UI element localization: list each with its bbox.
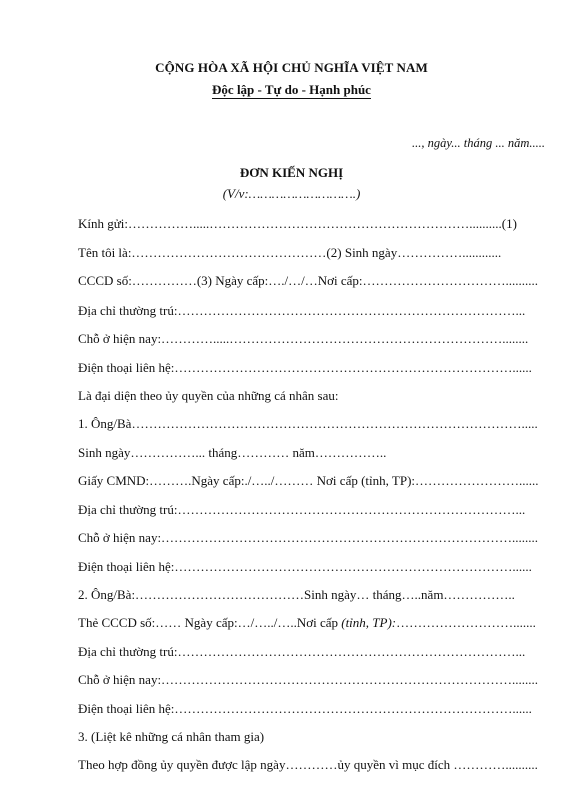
person2-phone-line: Điện thoại liên hệ:……………………………………………………………………......	[78, 701, 532, 716]
document-title: ĐƠN KIẾN NGHỊ	[239, 165, 344, 180]
person2-residence-line: Chỗ ở hiện nay:………………………………………………………………………........	[78, 672, 539, 687]
person1-phone-line: Điện thoại liên hệ:……………………………………………………………………......	[78, 559, 532, 574]
person1-residence-line: Chỗ ở hiện nay:………………………………………………………………………........	[78, 530, 539, 545]
person1-name-line: 1. Ông/Bà……………………………………………………………………………….....	[78, 416, 538, 431]
phone-line: Điện thoại liên hệ:……………………………………………………………………......	[78, 360, 532, 375]
republic-header: CỘNG HÒA XÃ HỘI CHỦ NGHĨA VIỆT NAM	[155, 60, 428, 75]
id-card-line: CCCD số:……………(3) Ngày cấp:…./…/…Nơi cấp:……………………………..........	[78, 273, 539, 288]
name-line: Tên tôi là:………………………………………(2) Sinh ngày……………............	[78, 245, 502, 260]
subject-line: (V/v:……………………….)	[222, 186, 361, 201]
person1-birth-line: Sinh ngày……………... tháng………… năm……………..	[78, 445, 387, 460]
representative-line: Là đại diện theo ủy quyền của những cá nhân sau:	[78, 388, 339, 403]
recipient-line: Kính gửi:…………….....……………………………………………………..........(1)	[78, 216, 517, 231]
person2-name-line: 2. Ông/Bà:…………………………………Sinh ngày… tháng…..năm……………..	[78, 587, 515, 602]
person2-id-line: Thẻ CCCD số:…… Ngày cấp:…/…../…..Nơi cấp (tỉnh, TP):……………………….......	[78, 615, 536, 630]
current-residence-line: Chỗ ở hiện nay:………….....………………………………………………………........	[78, 331, 529, 346]
person1-id-line: Giấy CMND:……….Ngày cấp:./…../……… Nơi cấp (tỉnh, TP):……………………......	[78, 473, 539, 488]
person2-address-line: Địa chỉ thường trú:……………………………………………………………………...	[78, 644, 526, 659]
date-line: ..., ngày... tháng ... năm.....	[412, 136, 545, 150]
person1-address-line: Địa chỉ thường trú:……………………………………………………………………...	[78, 502, 526, 517]
motto-wrapper	[0, 82, 583, 99]
permanent-address-line: Địa chỉ thường trú:……………………………………………………………………...	[78, 303, 526, 318]
person3-line: 3. (Liệt kê những cá nhân tham gia)	[78, 729, 265, 744]
contract-line: Theo hợp đồng ủy quyền được lập ngày…………ủy quyền vì mục đích …………..........	[78, 757, 538, 772]
national-motto: Độc lập - Tự do - Hạnh phúc	[212, 82, 371, 97]
